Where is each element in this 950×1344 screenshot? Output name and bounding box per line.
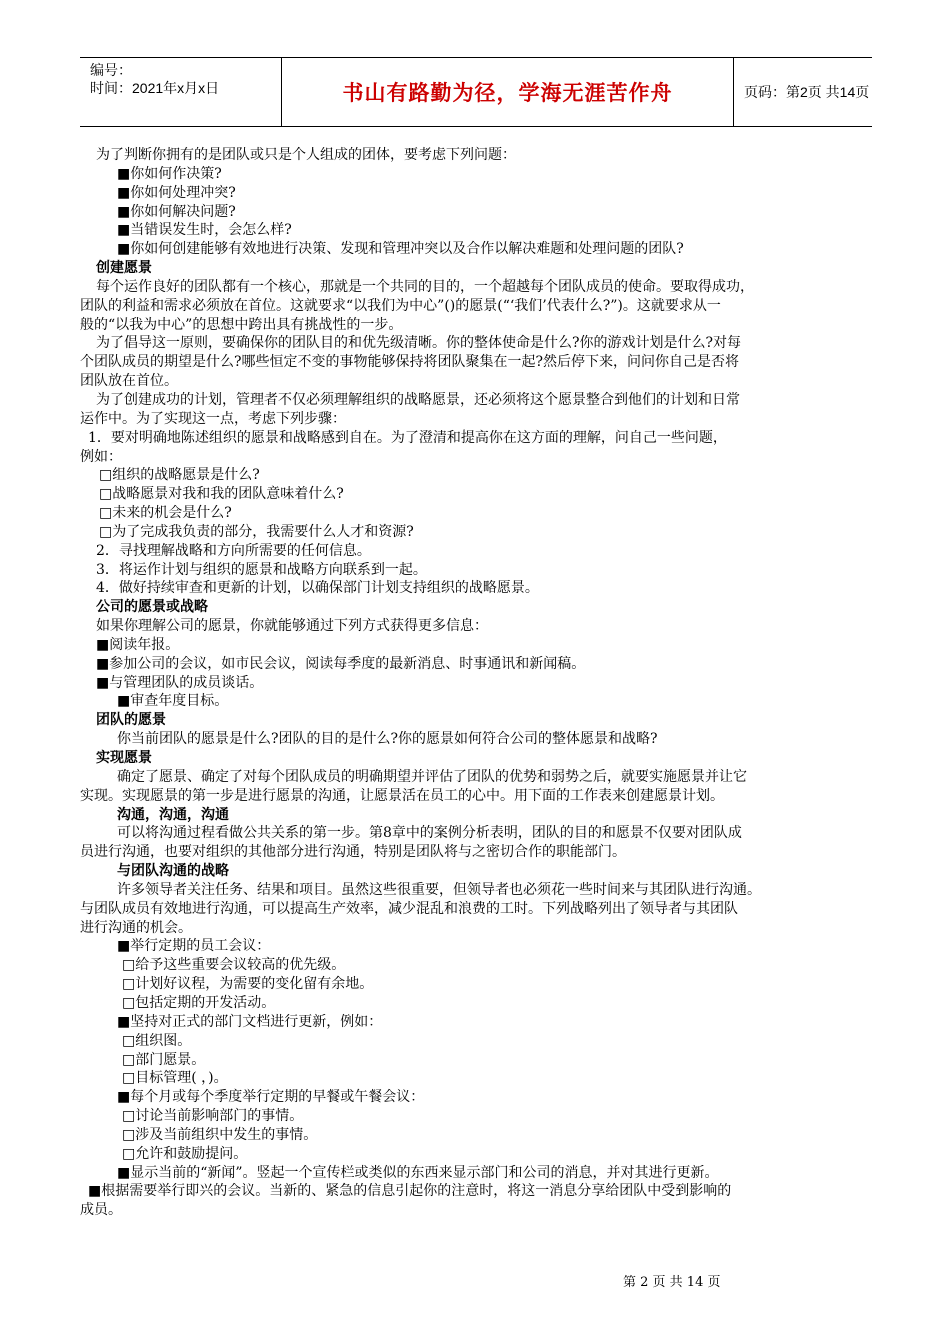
header-page-info: 页码：第2页 共14页 <box>744 84 870 100</box>
text-line: 你当前团队的愿景是什么?团队的目的是什么?你的愿景如何符合公司的整体愿景和战略? <box>117 731 658 748</box>
text-line: 如果你理解公司的愿景，你就能够通过下列方式获得更多信息： <box>96 618 488 635</box>
text-line: □涉及当前组织中发生的事情。 <box>122 1126 318 1143</box>
text-line: 许多领导者关注任务、结果和项目。虽然这些很重要，但领导者也必须花一些时间来与其团队进行沟通。 <box>117 881 761 898</box>
text-line: ■当错误发生时，会怎么样? <box>117 222 292 239</box>
section-heading: 公司的愿景或战略 <box>96 599 208 616</box>
text-line: 可以将沟通过程看做公共关系的第一步。第8章中的案例分析表明，团队的目的和愿景不仅要对团队成 <box>117 825 742 842</box>
text-line: 3．将运作计划与组织的愿景和战略方向联系到一起。 <box>96 561 427 578</box>
text-line: ■显示当前的“新闻”。竖起一个宣传栏或类似的东西来显示部门和公司的消息，并对其进行更新。 <box>117 1164 719 1181</box>
text-line: 成员。 <box>80 1202 122 1219</box>
section-heading: 创建愿景 <box>96 260 152 277</box>
text-line: □计划好议程，为需要的变化留有余地。 <box>122 976 374 993</box>
text-line: 进行沟通的机会。 <box>80 919 192 936</box>
text-line: □包括定期的开发活动。 <box>122 994 276 1011</box>
header-meta <box>80 58 281 126</box>
text-line: 例如： <box>80 448 122 465</box>
text-line: 为了创建成功的计划，管理者不仅必须理解组织的战略愿景，还必须将这个愿景整合到他们的计划和日常 <box>96 391 740 408</box>
number-label: 编号： <box>90 62 132 78</box>
section-heading: 团队的愿景 <box>96 712 166 729</box>
text-line: 与团队成员有效地进行沟通，可以提高生产效率，减少混乱和浪费的工时。下列战略列出了领导者与其团队 <box>80 900 738 917</box>
document-body <box>80 146 872 1220</box>
text-line: 团队放在首位。 <box>80 373 178 390</box>
text-line: ■坚持对正式的部门文档进行更新，例如： <box>117 1013 383 1030</box>
text-line: □组织图。 <box>122 1032 192 1049</box>
text-line: 运作中。为了实现这一点，考虑下列步骤： <box>80 410 346 427</box>
text-line: □未来的机会是什么? <box>99 505 232 522</box>
text-line: □为了完成我负责的部分，我需要什么人才和资源? <box>99 523 414 540</box>
text-line: 为了倡导这一原则，要确保你的团队目的和优先级清晰。你的整体使命是什么?你的游戏计划是什么?对每 <box>96 335 742 352</box>
text-line: ■你如何解决问题? <box>117 203 236 220</box>
text-line: 为了判断你拥有的是团队或只是个人组成的团体，要考虑下列问题： <box>96 147 516 163</box>
text-line: 般的“以我为中心”的思想中跨出具有挑战性的一步。 <box>80 316 403 333</box>
text-line: ■审查年度目标。 <box>117 693 229 710</box>
text-line: ■与管理团队的成员谈话。 <box>96 674 264 691</box>
text-line: 团队的利益和需求必须放在首位。这就要求“以我们为中心”()的愿景(“‘我们’代表什么?”)。这就要求从一 <box>80 297 721 314</box>
text-line: □组织的战略愿景是什么? <box>99 467 260 484</box>
text-line: □战略愿景对我和我的团队意味着什么? <box>99 486 344 503</box>
text-line: ■你如何作决策? <box>117 165 222 182</box>
section-heading: 沟通，沟通，沟通 <box>117 806 229 823</box>
text-line: 个团队成员的期望是什么?哪些恒定不变的事物能够保持将团队聚集在一起?然后停下来，问问你自己是否将 <box>80 354 740 371</box>
text-line: ■根据需要举行即兴的会议。当新的、紧急的信息引起你的注意时，将这一消息分享给团队中受到影响的 <box>88 1183 732 1200</box>
text-line: 员进行沟通，也要对组织的其他部分进行沟通，特别是团队将与之密切合作的职能部门。 <box>80 844 626 861</box>
text-line: ■阅读年报。 <box>96 636 180 653</box>
header-motto: 书山有路勤为径，学海无涯苦作舟 <box>281 58 734 126</box>
text-line: 1．要对明确地陈述组织的愿景和战略感到自在。为了澄清和提高你在这方面的理解，问自己一些问题， <box>88 429 727 446</box>
text-line: □部门愿景。 <box>122 1051 206 1068</box>
text-line: 2．寻找理解战略和方向所需要的任何信息。 <box>96 542 371 559</box>
text-line: □给予这些重要会议较高的优先级。 <box>122 957 346 974</box>
text-line: ■参加公司的会议，如市民会议，阅读每季度的最新消息、时事通讯和新闻稿。 <box>96 655 586 672</box>
text-line: ■每个月或每个季度举行定期的早餐或午餐会议： <box>117 1089 425 1106</box>
text-line: □讨论当前影响部门的事情。 <box>122 1108 304 1125</box>
section-heading: 与团队沟通的战略 <box>117 863 229 880</box>
text-line: ■你如何处理冲突? <box>117 184 236 201</box>
text-line: □允许和鼓励提问。 <box>122 1145 248 1162</box>
text-line: 实现。实现愿景的第一步是进行愿景的沟通，让愿景活在员工的心中。用下面的工作表来创建愿景计划。 <box>80 787 724 804</box>
text-line: 确定了愿景、确定了对每个团队成员的明确期望并评估了团队的优势和弱势之后，就要实施愿景并让它 <box>117 768 747 785</box>
text-line: 每个运作良好的团队都有一个核心，那就是一个共同的目的，一个超越每个团队成员的使命。要取得成功， <box>96 278 754 295</box>
text-line: ■你如何创建能够有效地进行决策、发现和管理冲突以及合作以解决难题和处理问题的团队? <box>117 241 684 258</box>
text-line: ■举行定期的员工会议： <box>117 938 271 955</box>
section-heading: 实现愿景 <box>96 750 152 766</box>
text-line: □目标管理( ，)。 <box>122 1070 228 1087</box>
page-footer: 第 2 页 共 14 页 <box>623 1275 721 1290</box>
document-header <box>80 57 872 127</box>
text-line: 4．做好持续审查和更新的计划，以确保部门计划支持组织的战略愿景。 <box>96 580 539 597</box>
time-label: 时间：2021年x月x日 <box>90 80 220 96</box>
